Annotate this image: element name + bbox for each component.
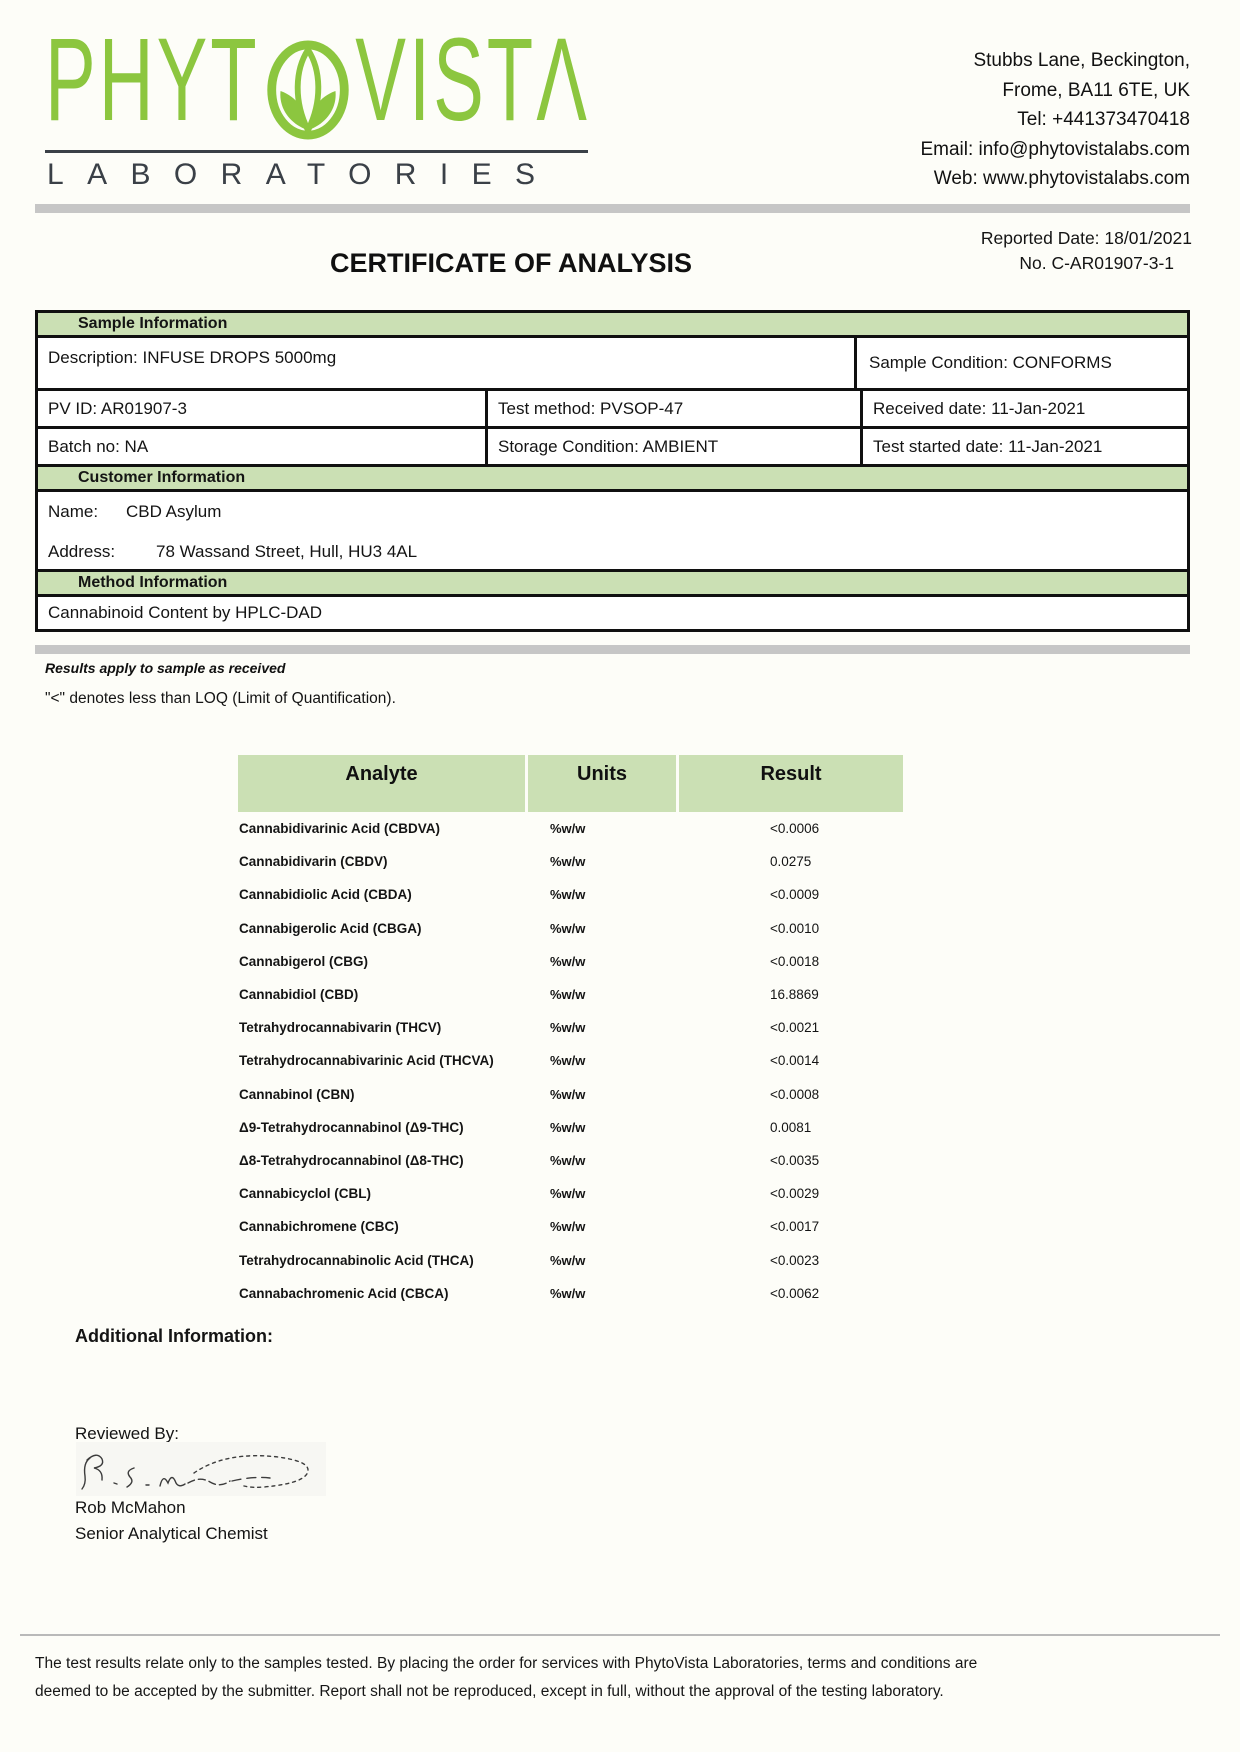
column-header-analyte: Analyte: [238, 755, 525, 812]
analyte-cell: Δ9-Tetrahydrocannabinol (Δ9-THC): [239, 1119, 464, 1135]
result-cell: <0.0062: [770, 1285, 820, 1301]
table-row: [238, 1243, 903, 1276]
table-row: [238, 878, 903, 911]
table-row: [238, 1144, 903, 1177]
table-row: [238, 812, 903, 845]
result-cell: <0.0021: [770, 1020, 820, 1036]
analyte-cell: Cannabichromene (CBC): [239, 1219, 399, 1235]
reported-date: Reported Date: 18/01/2021: [980, 228, 1192, 248]
results-table-header: [238, 755, 903, 812]
reviewer-title: Senior Analytical Chemist: [75, 1524, 268, 1543]
customer-address-label: Address:: [48, 542, 116, 561]
result-cell: <0.0009: [770, 887, 820, 903]
result-cell: <0.0035: [770, 1152, 820, 1168]
result-cell: <0.0014: [770, 1053, 820, 1069]
result-cell: <0.0018: [770, 953, 820, 969]
page-title: CERTIFICATE OF ANALYSIS: [330, 248, 693, 278]
section-header-sample-information: Sample Information: [38, 313, 1187, 338]
brand-underline: [45, 150, 588, 153]
contact-web: Web: www.phytovistalabs.com: [933, 168, 1190, 189]
signature-image: [76, 1442, 326, 1496]
table-row: [238, 1111, 903, 1144]
result-cell: <0.0010: [770, 920, 820, 936]
units-cell: %w/w: [550, 1219, 586, 1235]
analyte-cell: Cannabigerolic Acid (CBGA): [239, 920, 422, 936]
contact-phone: Tel: +441373470418: [1017, 109, 1190, 130]
footer-disclaimer: [35, 1650, 1215, 1706]
table-row: [238, 1044, 903, 1077]
table-row: [238, 1011, 903, 1044]
footer-divider: [20, 1634, 1220, 1636]
storage-condition: Storage Condition: AMBIENT: [488, 429, 863, 464]
analyte-cell: Tetrahydrocannabivarinic Acid (THCVA): [239, 1053, 494, 1069]
units-cell: %w/w: [550, 854, 586, 870]
loq-note: "<" denotes less than LOQ (Limit of Quantification).: [45, 690, 396, 707]
sample-condition: Sample Condition: CONFORMS: [869, 353, 1112, 372]
additional-information-label: Additional Information:: [75, 1326, 273, 1346]
result-cell: <0.0029: [770, 1186, 820, 1202]
analyte-cell: Cannabinol (CBN): [239, 1086, 355, 1102]
analyte-cell: Cannabidiol (CBD): [239, 987, 359, 1003]
customer-name-value: CBD Asylum: [126, 502, 222, 521]
analyte-cell: Tetrahydrocannabivarin (THCV): [239, 1020, 442, 1036]
section-divider-bar: [35, 645, 1190, 654]
brand-subtitle: LABORATORIES: [47, 158, 559, 191]
result-cell: 0.0275: [770, 854, 812, 870]
test-started-date: Test started date: 11-Jan-2021: [873, 436, 1103, 456]
customer-details: [38, 492, 1187, 572]
footer-line-2: deemed to be accepted by the submitter. Report shall not be reproduced, except in full, without the approval of the testing laboratory.: [35, 1683, 944, 1700]
analyte-cell: Cannabidivarin (CBDV): [239, 854, 388, 870]
report-meta: [981, 226, 1192, 276]
result-cell: 0.0081: [770, 1119, 812, 1135]
contact-block: [920, 46, 1190, 194]
result-cell: <0.0023: [770, 1252, 820, 1268]
units-cell: %w/w: [550, 1285, 586, 1301]
brand-wordmark-prefix: PHYT: [45, 14, 260, 147]
footer-line-1: The test results relate only to the samples tested. By placing the order for services with PhytoVista Laboratories, terms and conditions are: [35, 1655, 978, 1672]
customer-name-line: [48, 502, 1187, 522]
table-row: [238, 845, 903, 878]
table-row: [238, 945, 903, 978]
reviewed-by-label: Reviewed By:: [75, 1424, 179, 1443]
brand-logo: [45, 14, 590, 147]
batch-no: Batch no: NA: [38, 429, 488, 464]
analyte-cell: Cannabidiolic Acid (CBDA): [239, 887, 412, 903]
table-row: [238, 912, 903, 945]
units-cell: %w/w: [550, 1119, 586, 1135]
reviewer-name: Rob McMahon: [75, 1498, 186, 1517]
units-cell: %w/w: [550, 887, 586, 903]
contact-email: Email: info@phytovistalabs.com: [920, 138, 1190, 160]
info-table: [35, 310, 1190, 632]
sample-note: Results apply to sample as received: [45, 660, 286, 676]
table-row: [238, 1210, 903, 1243]
table-row: [238, 1277, 903, 1310]
analyte-cell: Cannabicyclol (CBL): [239, 1186, 372, 1202]
units-cell: %w/w: [550, 1152, 586, 1168]
sample-description-row: [38, 338, 1187, 391]
method-name: Cannabinoid Content by HPLC-DAD: [48, 603, 323, 622]
table-row: [238, 1078, 903, 1111]
customer-address-value: 78 Wassand Street, Hull, HU3 4AL: [156, 542, 418, 561]
result-cell: <0.0017: [770, 1219, 820, 1235]
customer-address-line: [48, 542, 1187, 562]
test-method: Test method: PVSOP-47: [488, 391, 863, 426]
result-cell: <0.0006: [770, 821, 820, 837]
section-header-customer-information: Customer Information: [38, 467, 1187, 492]
results-table-body: [238, 812, 903, 1310]
section-header-method-information: Method Information: [38, 572, 1187, 597]
units-cell: %w/w: [550, 920, 586, 936]
analyte-cell: Cannabidivarinic Acid (CBDVA): [239, 821, 441, 837]
analyte-cell: Cannabachromenic Acid (CBCA): [239, 1285, 449, 1301]
units-cell: %w/w: [550, 1252, 586, 1268]
result-cell: <0.0008: [770, 1086, 820, 1102]
column-header-result: Result: [679, 755, 903, 812]
column-header-units: Units: [528, 755, 676, 812]
units-cell: %w/w: [550, 987, 586, 1003]
analyte-cell: Cannabigerol (CBG): [239, 953, 369, 969]
sample-description: Description: INFUSE DROPS 5000mg: [38, 338, 857, 388]
analyte-cell: Δ8-Tetrahydrocannabinol (Δ8-THC): [239, 1152, 464, 1168]
brand-wordmark-suffix: VISTΛ: [355, 14, 590, 147]
table-row: [238, 978, 903, 1011]
units-cell: %w/w: [550, 1086, 586, 1102]
header-divider-bar: [35, 204, 1190, 213]
sample-id-row: [38, 391, 1187, 429]
contact-address-line-1: Stubbs Lane, Beckington,: [973, 50, 1190, 71]
units-cell: %w/w: [550, 1053, 586, 1069]
certificate-number: No. C-AR01907-3-1: [1019, 253, 1174, 273]
units-cell: %w/w: [550, 821, 586, 837]
pv-id: PV ID: AR01907-3: [38, 391, 488, 426]
contact-address-line-2: Frome, BA11 6TE, UK: [1002, 79, 1190, 101]
units-cell: %w/w: [550, 953, 586, 969]
units-cell: %w/w: [550, 1020, 586, 1036]
sample-batch-row: [38, 429, 1187, 467]
table-row: [238, 1177, 903, 1210]
leaf-icon: [266, 40, 350, 140]
customer-name-label: Name:: [48, 502, 99, 521]
units-cell: %w/w: [550, 1186, 586, 1202]
analyte-cell: Tetrahydrocannabinolic Acid (THCA): [239, 1252, 474, 1268]
received-date: Received date: 11-Jan-2021: [873, 398, 1086, 418]
result-cell: 16.8869: [770, 987, 819, 1003]
